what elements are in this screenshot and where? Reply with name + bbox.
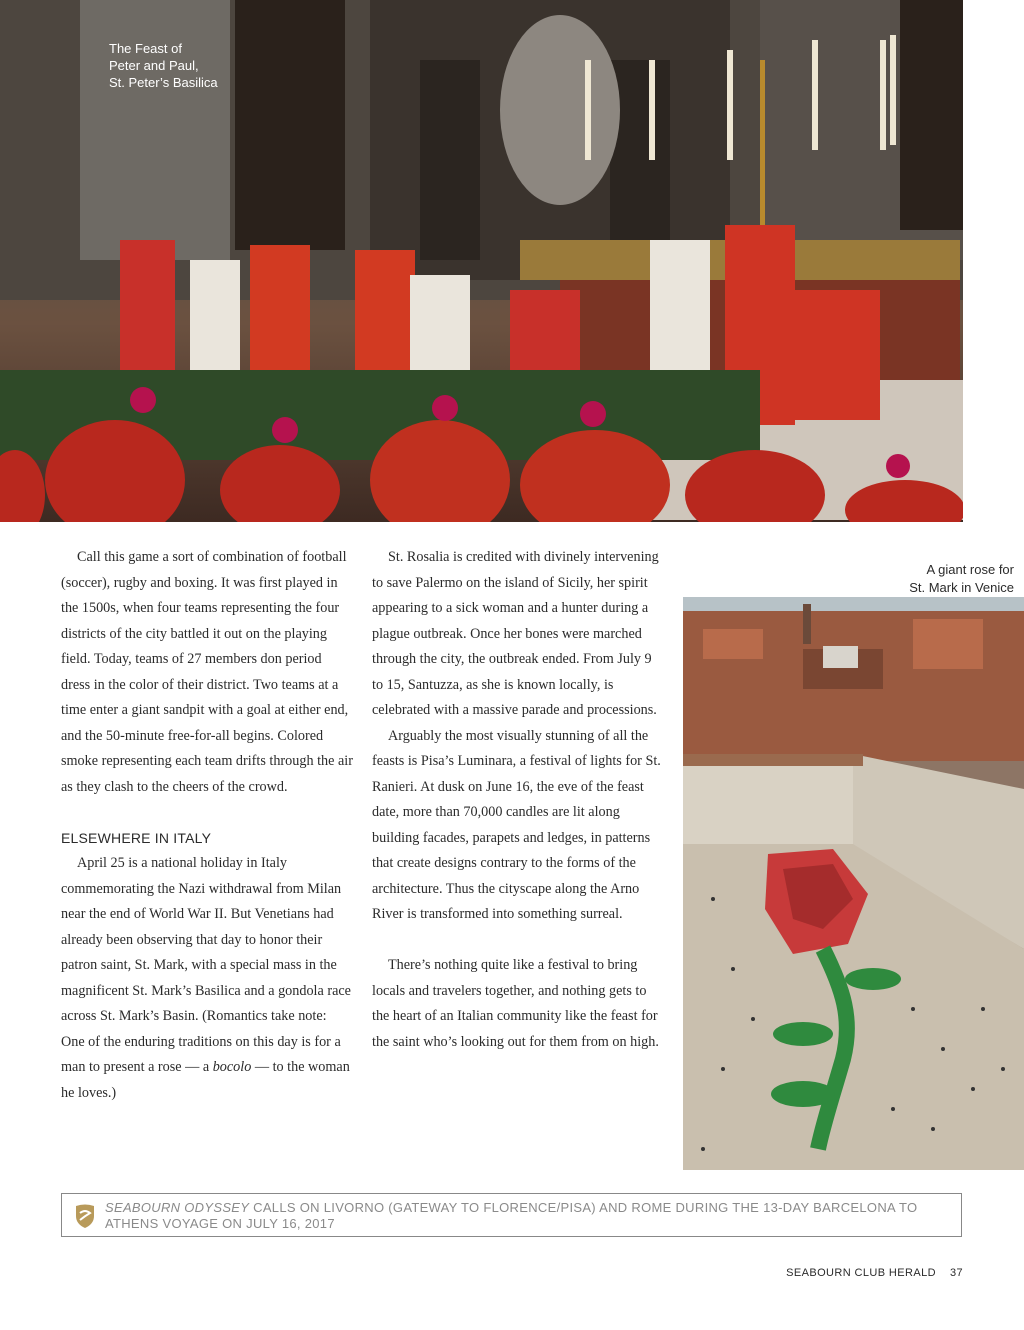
hero-photo: [0, 0, 963, 522]
paragraph: Call this game a sort of combination of football (soccer), rugby and boxing. It was first played in the 1500s, when four teams representing the four districts of the city battled it out on the playing field. Today, teams of 27 members don period dress in the color of their district. Two teams at a time enter a giant sandpit with a goal at either end, and the 50-minute free-for-all begins. Colored smoke representing each team drifts through the air as they clash to the cheers of the crowd.: [61, 549, 353, 795]
article-column-1: [61, 545, 353, 1106]
callout-text: [105, 1200, 945, 1232]
side-caption: A giant rose for St. Mark in Venice: [909, 562, 1014, 595]
page-number: 37: [949, 1267, 963, 1279]
paragraph: [61, 851, 353, 1106]
paragraph: There’s nothing quite like a festival to bring locals and travelers together, and nothing gets to the heart of an Italian community like the feast for the saint who’s looking out for them from on high.: [372, 957, 659, 1050]
callout-body: CALLS ON LIVORNO (GATEWAY TO FLORENCE/PISA) AND ROME DURING THE 13-DAY BARCELONA TO ATHENS VOYAGE ON JULY 16, 2017: [105, 1200, 918, 1231]
page-footer: [786, 1267, 963, 1279]
article-column-2: [372, 545, 664, 1055]
paragraph-text: — to the woman he loves.): [61, 1059, 350, 1101]
section-heading: ELSEWHERE IN ITALY: [61, 829, 212, 846]
paragraph: Arguably the most visually stunning of all the feasts is Pisa’s Luminara, a festival of lights for St. Ranieri. At dusk on June 16, the eve of the feast date, more than 70,000 candles are lit along building facades, parapets and ledges, in patterns that create designs contrary to the forms of the architecture. Thus the cityscape along the Arno River is transformed into something surreal.: [372, 727, 661, 922]
side-photo: [683, 549, 1024, 1170]
paragraph: St. Rosalia is credited with divinely intervening to save Palermo on the island of Sicily, her spirit appearing to a sick woman and a hunter during a plague outbreak. Once her bones were marched through the city, the outbreak ended. From July 9 to 15, Santuzza, as she is known locally, is celebrated with a massive parade and processions.: [372, 549, 659, 718]
paragraph-text: April 25 is a national holiday in Italy commemorating the Nazi withdrawal from Milan near the end of World War II. But Venetians had already been observing that day to honor their patron saint, St. Mark, with a special mass in the magnificent St. Mark’s Basilica and a gondola race across St. Mark’s Basin. (Romantics take note: One of the enduring traditions on this day is for a man to present a rose — a: [61, 855, 351, 1075]
ship-name: SEABOURN ODYSSEY: [105, 1200, 250, 1215]
publication-name: SEABOURN CLUB HERALD: [786, 1267, 936, 1279]
side-illustration: [683, 549, 1024, 1170]
seabourn-logo-icon: [74, 1203, 96, 1229]
italic-term: bocolo: [212, 1059, 252, 1075]
voyage-callout: [61, 1193, 962, 1237]
hero-caption: The Feast of Peter and Paul, St. Peter’s Basilica: [109, 41, 218, 90]
